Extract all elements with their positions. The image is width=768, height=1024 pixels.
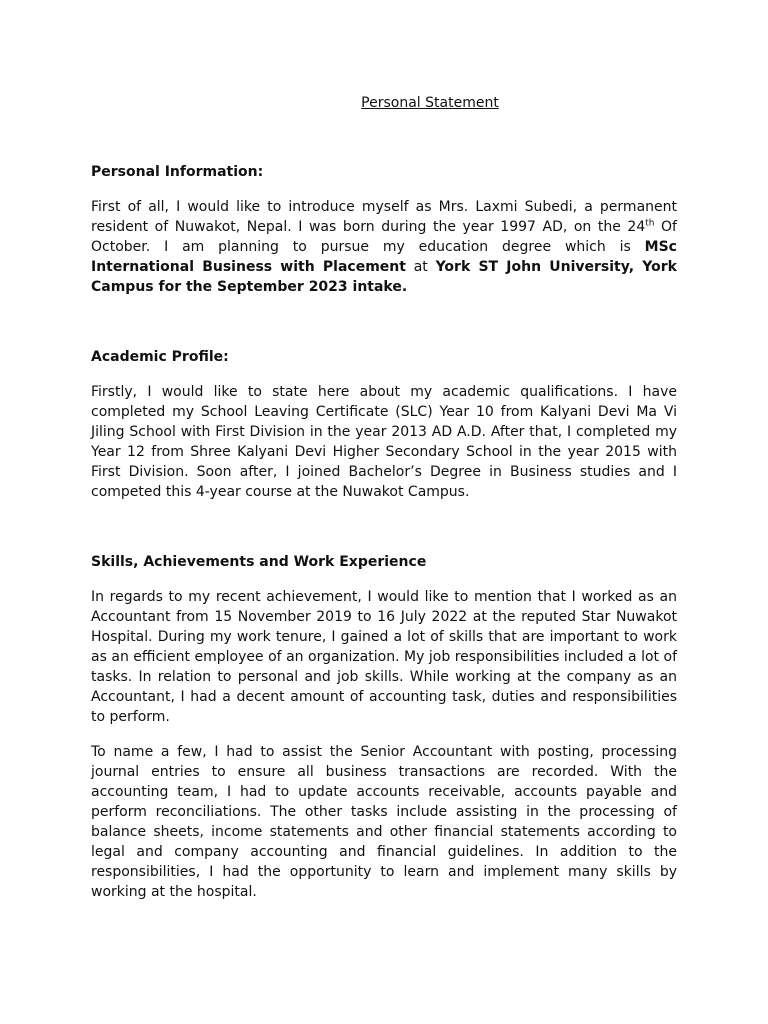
heading-academic-profile: Academic Profile: [91, 349, 229, 365]
degree-name: MSc International Business with Placement [91, 239, 677, 275]
text-run: at [405, 259, 436, 275]
document-title: Personal Statement [361, 95, 499, 111]
paragraph-work-experience: In regards to my recent achievement, I would like to mention that I worked as an Accountant from 15 November 2019 to 16 July 2022 at the reputed Star Nuwakot Hospital. During my work tenure, I gained a lot of skills that are important to work as an efficient employee of an organization. My job responsibilities included a lot of tasks. In relation to personal and job skills. While working at the company as an Accountant, I had a decent amount of accounting task, duties and responsibilities to perform. [91, 589, 677, 725]
university-name: York ST John University, York Campus for the September 2023 intake. [91, 259, 677, 295]
paragraph-responsibilities: To name a few, I had to assist the Senior Accountant with posting, processing journal entries to ensure all business transactions are recorded. With the accounting team, I had to update accounts receivable, accounts payable and perform reconciliations. The other tasks include assisting in the processing of balance sheets, income statements and other financial statements according to legal and company accounting and financial guidelines. In addition to the responsibilities, I had the opportunity to learn and implement many skills by working at the hospital. [91, 744, 677, 900]
paragraph-personal-information [91, 197, 677, 297]
superscript-ordinal: th [645, 218, 655, 229]
paragraph-academic-profile: Firstly, I would like to state here about my academic qualifications. I have completed my School Leaving Certificate (SLC) Year 10 from Kalyani Devi Ma Vi Jiling School with First Division in the year 2013 AD A.D. After that, I completed my Year 12 from Shree Kalyani Devi Higher Secondary School in the year 2015 with First Division. Soon after, I joined Bachelor’s Degree in Business studies and I competed this 4-year course at the Nuwakot Campus. [91, 384, 677, 500]
heading-personal-information: Personal Information: [91, 164, 264, 180]
text-run: First of all, I would like to introduce myself as Mrs. Laxmi Subedi, a permanent resident of Nuwakot, Nepal. I was born during the year 1997 AD, on the 24 [91, 199, 677, 235]
text-run: Of October. I am planning to pursue my education degree which is [91, 219, 677, 255]
heading-skills-experience: Skills, Achievements and Work Experience [91, 554, 427, 570]
